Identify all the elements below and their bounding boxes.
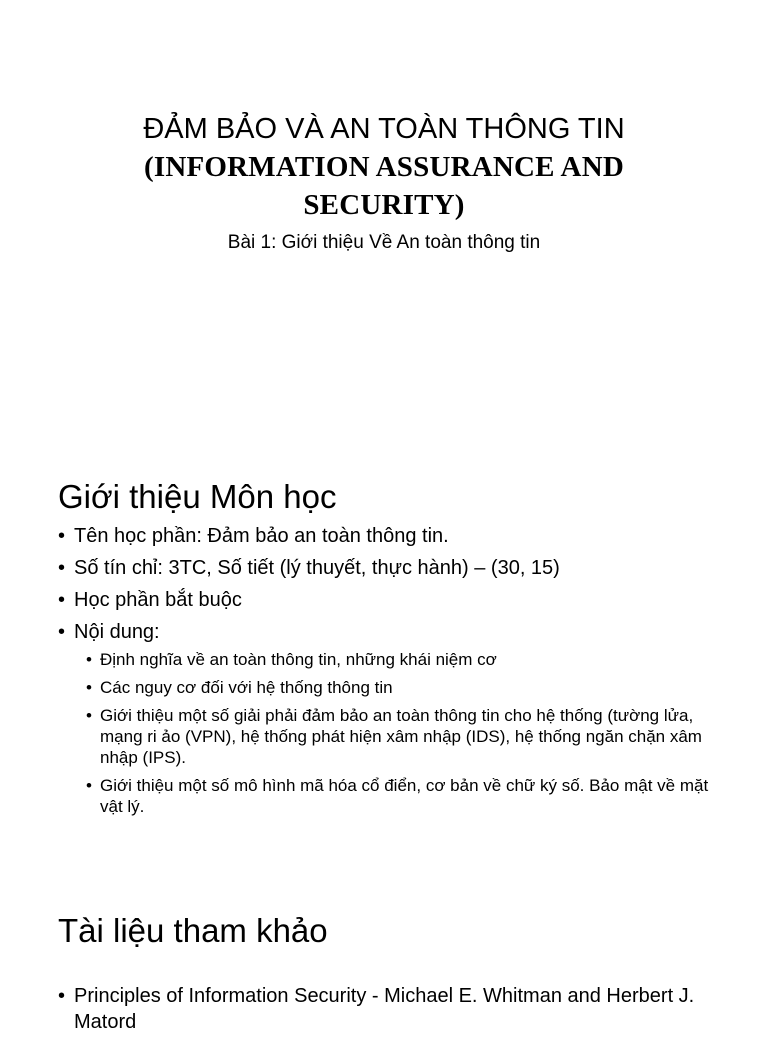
sub-list-item	[86, 775, 718, 817]
title-slide	[0, 110, 768, 256]
bullet-icon: •	[86, 650, 92, 669]
list-item-text: Nội dung:	[74, 621, 160, 643]
list-item	[58, 983, 718, 1035]
bullet-icon: •	[86, 776, 92, 795]
bullet-icon: •	[58, 557, 66, 579]
list-item	[58, 523, 718, 549]
course-intro-list	[58, 523, 718, 824]
sub-list-item-text: Giới thiệu một số mô hình mã hóa cổ điển, cơ bản về chữ ký số. Bảo mật về mặt vật lý.	[100, 776, 709, 816]
bullet-icon: •	[58, 589, 66, 611]
slide-subtitle-line-1: (INFORMATION ASSURANCE AND	[144, 151, 624, 183]
bullet-icon: •	[86, 678, 92, 697]
bullet-icon: •	[58, 525, 66, 547]
sub-list-item-text: Định nghĩa về an toàn thông tin, những khái niệm cơ	[100, 650, 497, 669]
list-item-text: Số tín chỉ: 3TC, Số tiết (lý thuyết, thực hành) – (30, 15)	[74, 557, 560, 579]
list-item	[58, 619, 718, 817]
content-sublist	[86, 649, 718, 817]
bullet-icon: •	[58, 985, 66, 1007]
bullet-icon: •	[86, 706, 92, 725]
reference-text: Principles of Information Security - Michael E. Whitman and Herbert J. Matord	[74, 985, 695, 1033]
sub-list-item	[86, 677, 718, 698]
sub-list-item	[86, 649, 718, 670]
slide-subtitle-line-2: SECURITY)	[303, 189, 465, 221]
slide-title: ĐẢM BẢO VÀ AN TOÀN THÔNG TIN	[143, 113, 625, 145]
list-item	[58, 555, 718, 581]
references-heading: Tài liệu tham khảo	[58, 912, 328, 949]
sub-list-item-text: Giới thiệu một số giải phải đảm bảo an toàn thông tin cho hệ thống (tường lửa, mạng ri ảo (VPN), hệ thống phát hiện xâm nhập (IDS), hệ thống ngăn chặn xâm nhập (IPS).	[100, 706, 702, 767]
sub-list-item-text: Các nguy cơ đối với hệ thống thông tin	[100, 678, 393, 697]
lesson-title: Bài 1: Giới thiệu Về An toàn thông tin	[227, 232, 541, 253]
list-item-text: Học phần bắt buộc	[74, 589, 242, 611]
list-item	[58, 587, 718, 613]
references-list	[58, 983, 718, 1041]
list-item-text: Tên học phần: Đảm bảo an toàn thông tin.	[74, 525, 449, 547]
course-intro-heading: Giới thiệu Môn học	[58, 478, 337, 515]
bullet-icon: •	[58, 621, 66, 643]
sub-list-item	[86, 705, 718, 768]
